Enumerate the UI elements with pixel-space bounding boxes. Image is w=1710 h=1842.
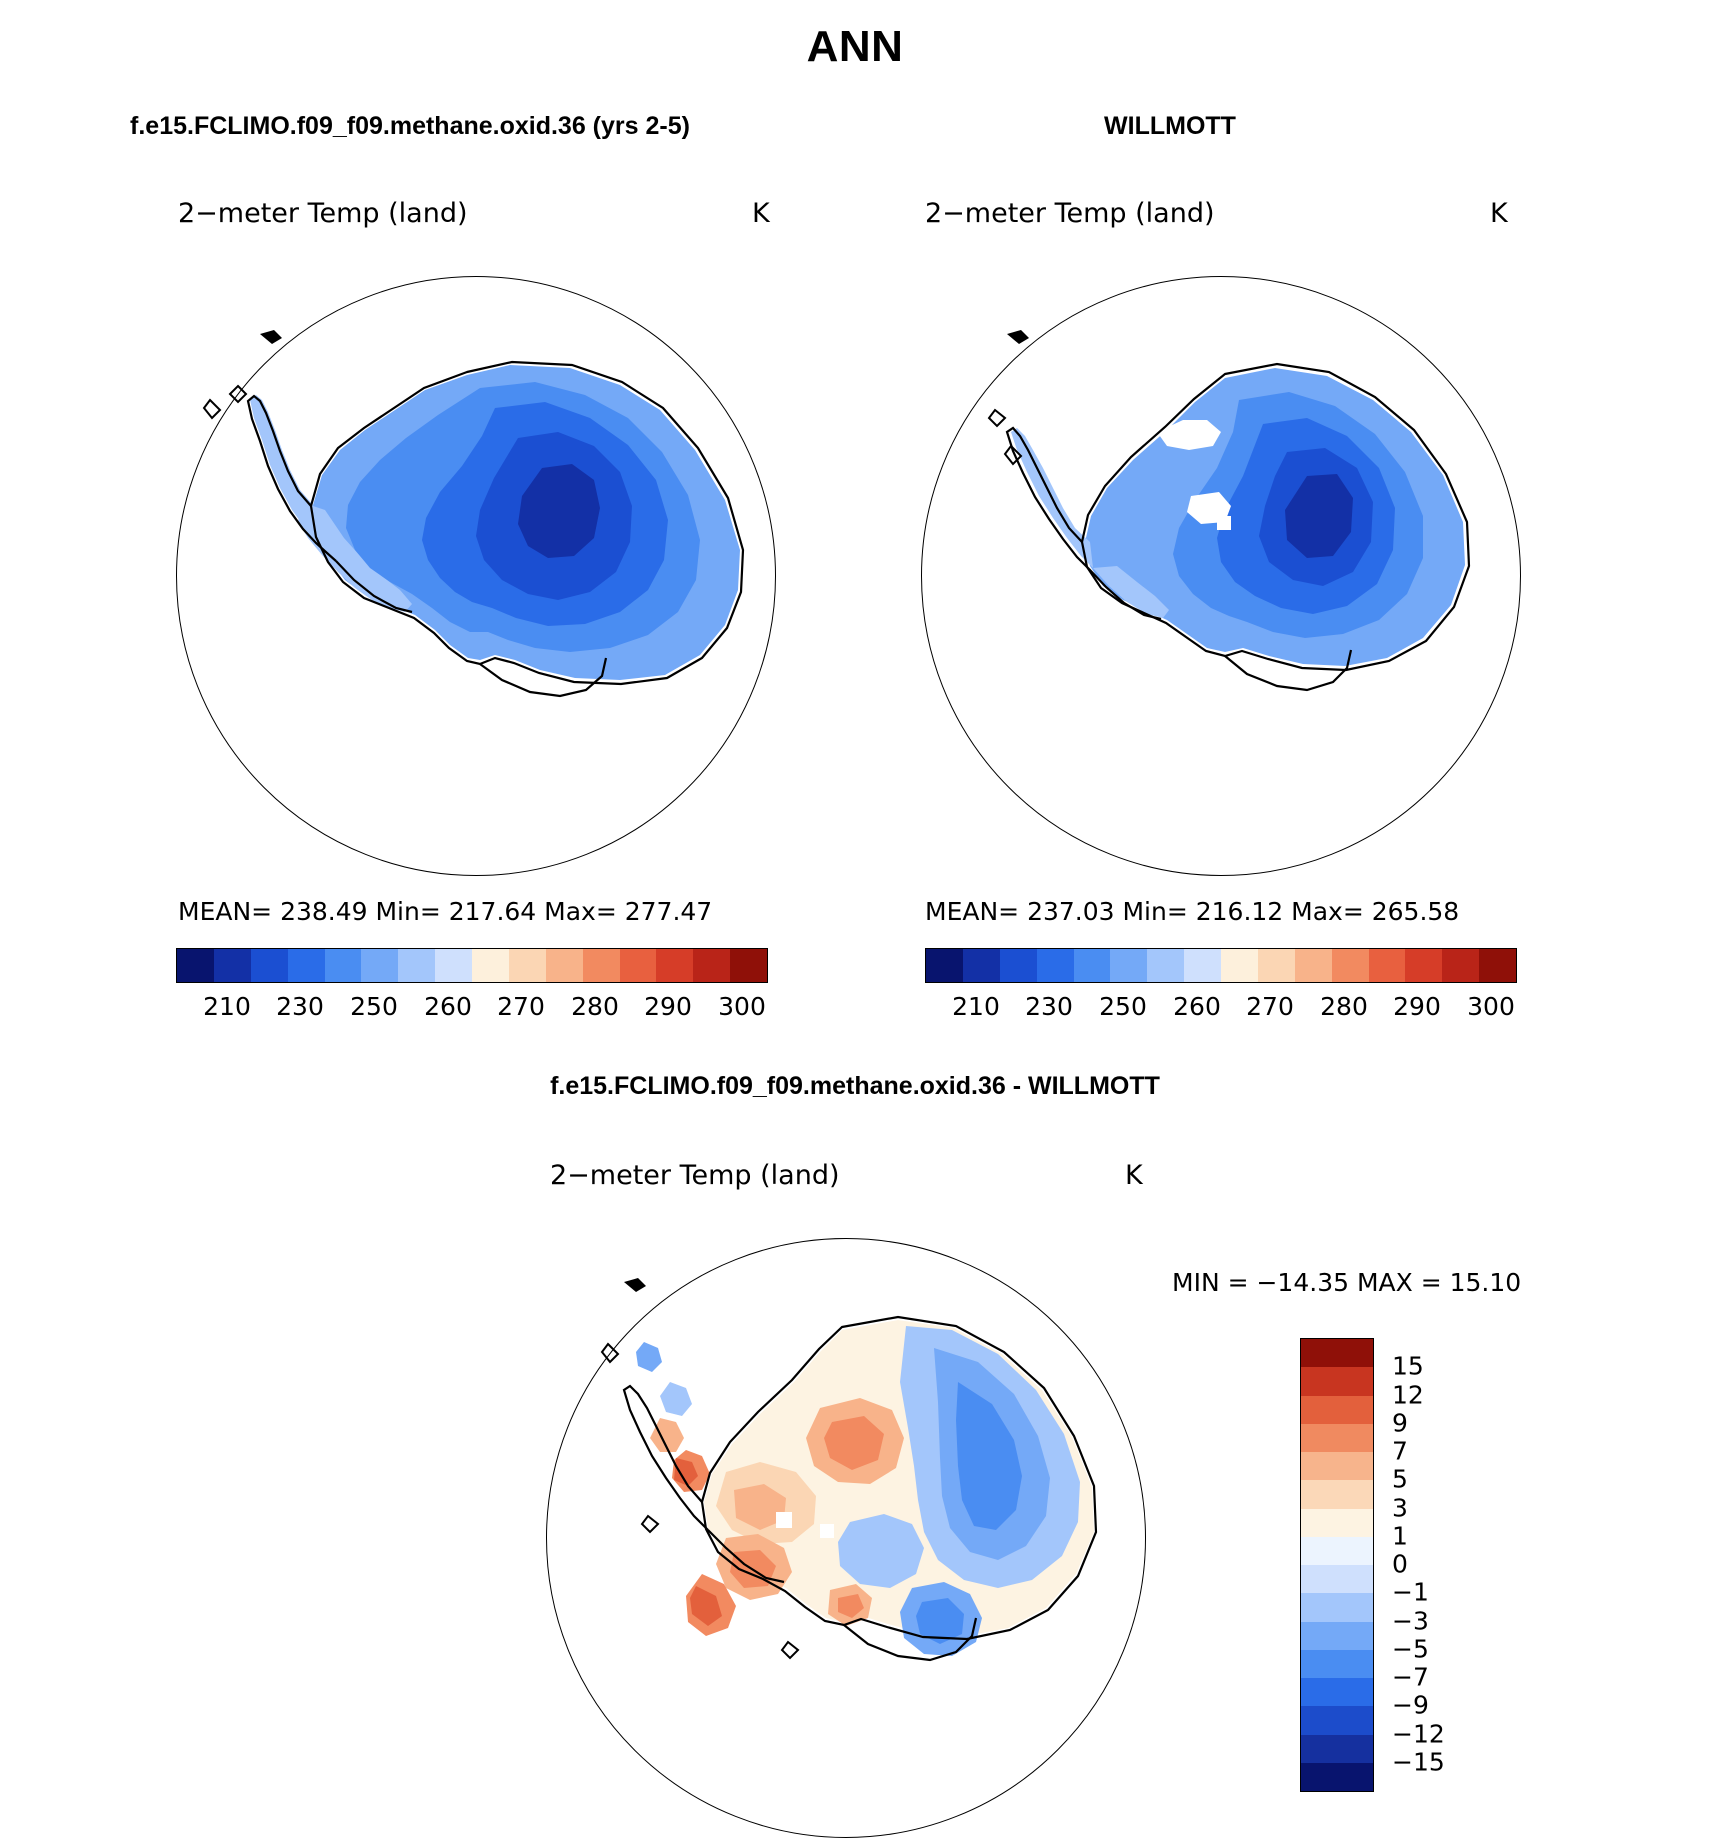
right-tick-5: 280 <box>1320 992 1368 1021</box>
right-stats: MEAN= 237.03 Min= 216.12 Max= 265.58 <box>925 897 1460 926</box>
diff-tick-9: −3 <box>1392 1606 1429 1635</box>
diff-tick-7: 0 <box>1392 1549 1408 1579</box>
diff-minmax: MIN = −14.35 MAX = 15.10 <box>1172 1268 1522 1297</box>
left-tick-5: 280 <box>571 992 619 1021</box>
right-unit-label: K <box>1490 198 1508 229</box>
left-tick-6: 290 <box>644 992 692 1021</box>
right-colorbar <box>925 948 1517 983</box>
left-map <box>150 260 810 820</box>
diff-unit-label: K <box>1125 1160 1143 1191</box>
diff-map <box>520 1222 1180 1822</box>
right-map-field <box>895 260 1555 880</box>
left-tick-7: 300 <box>718 992 766 1021</box>
left-tick-2: 250 <box>350 992 398 1021</box>
diff-tick-10: −5 <box>1392 1634 1429 1664</box>
left-colorbar-ticks <box>176 992 766 1022</box>
right-variable-label: 2−meter Temp (land) <box>925 198 1215 229</box>
right-tick-3: 260 <box>1173 992 1221 1021</box>
diff-map-field <box>520 1222 1180 1842</box>
left-unit-label: K <box>752 198 770 229</box>
left-tick-0: 210 <box>203 992 251 1021</box>
left-colorbar <box>176 948 768 983</box>
right-tick-7: 300 <box>1467 992 1515 1021</box>
diff-tick-4: 5 <box>1392 1464 1408 1494</box>
left-tick-4: 270 <box>497 992 545 1021</box>
diff-panel-title: f.e15.FCLIMO.f09_f09.methane.oxid.36 - WILLMOTT <box>550 1072 1160 1100</box>
right-map <box>895 260 1555 820</box>
figure-title: ANN <box>806 22 904 71</box>
right-tick-1: 230 <box>1025 992 1073 1021</box>
diff-variable-label: 2−meter Temp (land) <box>550 1160 840 1191</box>
diff-tick-2: 9 <box>1392 1408 1408 1438</box>
left-tick-3: 260 <box>424 992 472 1021</box>
right-tick-6: 290 <box>1393 992 1441 1021</box>
diff-tick-6: 1 <box>1392 1521 1408 1551</box>
left-panel-title: f.e15.FCLIMO.f09_f09.methane.oxid.36 (yrs 2-5) <box>130 112 690 140</box>
diff-tick-13: −12 <box>1392 1719 1445 1748</box>
diff-tick-12: −9 <box>1392 1690 1429 1720</box>
right-tick-2: 250 <box>1099 992 1147 1021</box>
diff-tick-3: 7 <box>1392 1436 1408 1466</box>
left-stats: MEAN= 238.49 Min= 217.64 Max= 277.47 <box>178 897 713 926</box>
diff-tick-0: 15 <box>1392 1351 1424 1381</box>
diff-tick-1: 12 <box>1392 1380 1424 1409</box>
diff-tick-14: −15 <box>1392 1747 1445 1777</box>
left-variable-label: 2−meter Temp (land) <box>178 198 468 229</box>
diff-colorbar <box>1300 1338 1374 1792</box>
diff-tick-11: −7 <box>1392 1662 1429 1692</box>
right-tick-0: 210 <box>952 992 1000 1021</box>
right-tick-4: 270 <box>1246 992 1294 1021</box>
right-panel-title: WILLMOTT <box>1104 112 1236 140</box>
left-tick-1: 230 <box>276 992 324 1021</box>
diff-colorbar-ticks <box>1392 1338 1512 1790</box>
left-map-field <box>150 260 810 880</box>
diff-tick-8: −1 <box>1392 1577 1429 1607</box>
diff-tick-5: 3 <box>1392 1493 1408 1522</box>
right-colorbar-ticks <box>925 992 1515 1022</box>
